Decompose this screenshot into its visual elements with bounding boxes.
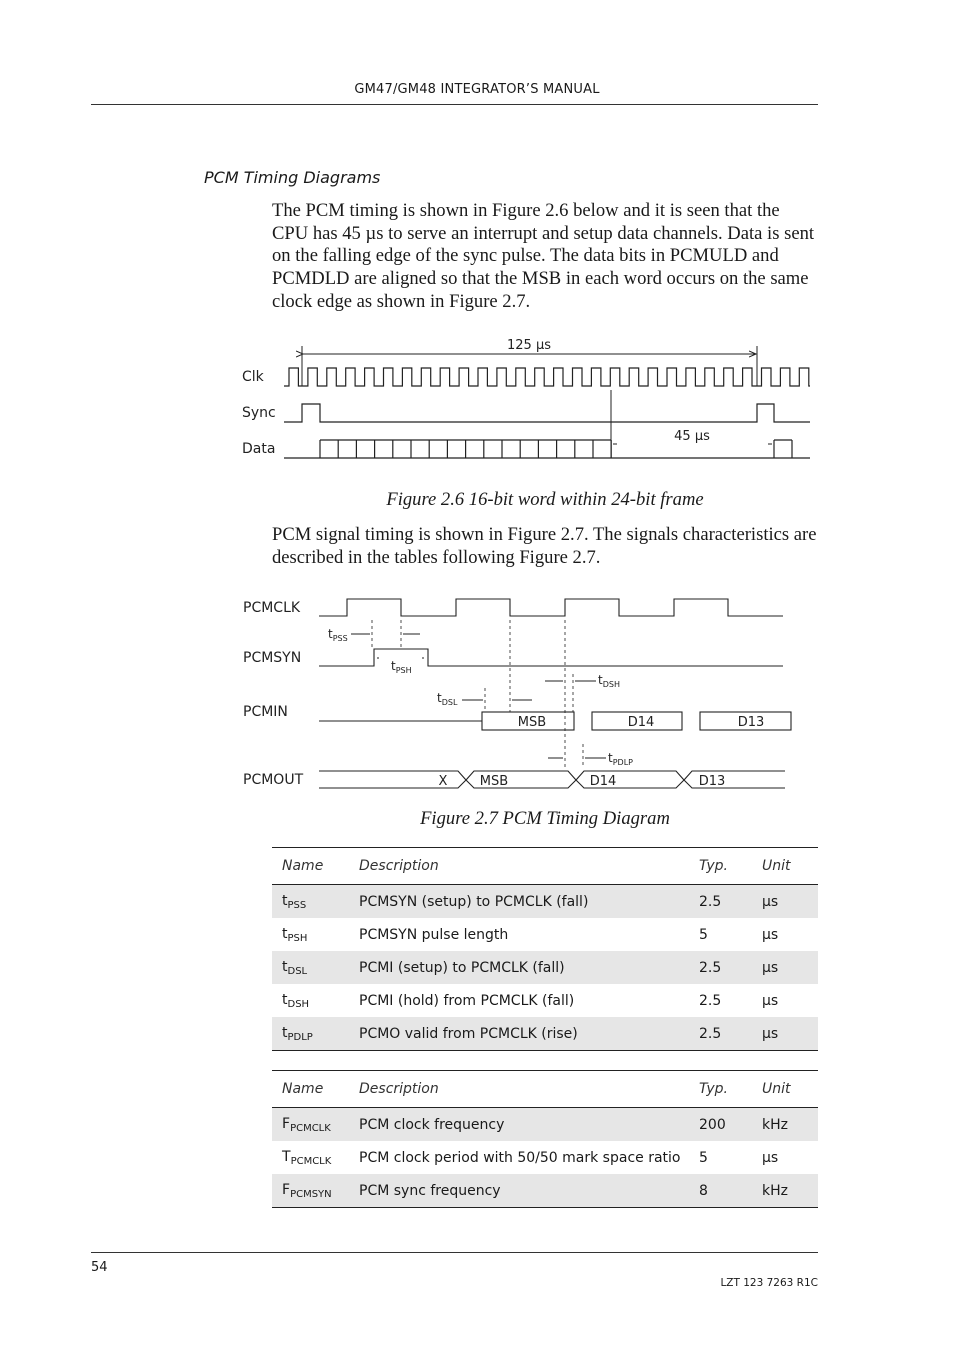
param-typ: 200 [689,1108,752,1142]
param-description: PCMO valid from PCMCLK (rise) [349,1017,689,1051]
psh-label: $t_{PSH}$ [391,659,412,675]
pcmout-d14-label: D14 [589,774,617,789]
pcmsyn-label: PCMSYN [243,650,302,666]
pcmin-d14-label: D14 [627,715,655,730]
col-header-typ: Typ. [689,1071,752,1108]
dsl-label: $t_{DSL}$ [437,691,458,707]
pss-label: $t_{PSS}$ [328,627,348,643]
param-typ: 2.5 [689,885,752,919]
clk-waveform [284,368,810,386]
param-typ: 2.5 [689,1017,752,1051]
table-header-row [272,848,818,885]
pdlp-label: $t_{PDLP}$ [608,751,633,767]
pcmin-d13-label: D13 [737,715,765,730]
pcmout-x-label: X [438,774,448,789]
param-name: $t_{DSL}$ [272,951,349,984]
table-row [272,1174,818,1208]
running-header: GM47/GM48 INTEGRATOR’S MANUAL [354,82,600,97]
param-unit: kHz [752,1174,818,1208]
col-header-unit: Unit [752,848,818,885]
sync-signal-label: Sync [242,405,276,421]
pcmout-label: PCMOUT [243,772,304,788]
param-unit: µs [752,951,818,984]
period-label: 125 µs [507,338,551,353]
param-name: $F_{PCMSYN}$ [272,1174,349,1208]
param-description: PCMI (setup) to PCMCLK (fall) [349,951,689,984]
intro-paragraph: The PCM timing is shown in Figure 2.6 below and it is seen that the CPU has 45 µs to serve an interrupt and setup data channels. Data is sent on the falling edge of the sync pulse. The data bits in PCMULD and PCMDLD are aligned so that the MSB in each word occurs on the same clock edge as shown in Figure 2.7. [272,200,815,312]
pcmclk-label: PCMCLK [243,600,301,616]
param-unit: kHz [752,1108,818,1142]
section-heading: PCM Timing Diagrams [204,168,381,187]
param-description: PCMI (hold) from PCMCLK (fall) [359,992,575,1009]
table-row [272,1108,818,1142]
pcmin-label: PCMIN [243,704,288,720]
param-unit: µs [752,885,818,919]
param-typ: 8 [689,1174,752,1208]
param-name: $F_{PCMCLK}$ [272,1108,349,1142]
table-row [272,885,818,919]
header-rule [91,104,818,105]
param-description: PCMSYN (setup) to PCMCLK (fall) [349,885,689,919]
table-row [272,918,818,951]
table-header-row [272,1071,818,1108]
data-signal-label: Data [242,441,276,457]
timing-parameters-table [272,847,818,1051]
pcmout-msb-label: MSB [479,774,509,789]
param-name: $t_{PSH}$ [282,925,308,944]
param-typ: 5 [699,1149,708,1166]
param-name: $T_{PCMCLK}$ [282,1148,332,1167]
col-header-name: Name [272,1071,349,1108]
pcmout-d13-label: D13 [698,774,726,789]
param-unit: µs [762,1149,779,1166]
figure-2-7-timing-diagram [0,590,954,800]
param-description: PCM clock period with 50/50 mark space ratio [359,1149,681,1166]
figure-2-6-timing-diagram [0,330,954,470]
col-header-description: Description [349,1071,689,1108]
document-reference: LZT 123 7263 R1C [720,1277,818,1289]
col-header-typ: Typ. [689,848,752,885]
param-unit: µs [752,1017,818,1051]
dsh-label: $t_{DSH}$ [598,673,620,689]
param-unit: µs [762,992,779,1009]
sync-waveform [284,404,810,422]
param-description: PCM sync frequency [349,1174,689,1208]
param-description: PCMSYN pulse length [359,926,509,943]
col-header-name: Name [272,848,349,885]
param-name: $t_{PDLP}$ [272,1017,349,1051]
param-unit: µs [762,926,779,943]
param-typ: 2.5 [689,951,752,984]
pcmin-msb-label: MSB [517,715,547,730]
param-name: $t_{PSS}$ [272,885,349,919]
table-row [272,984,818,1017]
col-header-description: Description [349,848,689,885]
figure-2-7-caption: Figure 2.7 PCM Timing Diagram [420,808,670,829]
footer-rule [91,1252,818,1253]
table-row [272,1141,818,1174]
col-header-unit: Unit [752,1071,818,1108]
param-typ: 5 [699,926,708,943]
figure-2-6-caption: Figure 2.6 16-bit word within 24-bit frame [386,489,704,510]
param-typ: 2.5 [699,992,722,1009]
pcmclk-waveform [319,599,783,616]
signal-paragraph: PCM signal timing is shown in Figure 2.7. The signals characteristics are described in the tables following Figure 2.7. [272,524,817,568]
table-row [272,951,818,984]
data-waveform [284,440,810,458]
pcmsyn-waveform [319,649,783,666]
clk-signal-label: Clk [242,369,264,385]
clock-parameters-table [272,1070,818,1208]
cpu-time-label: 45 µs [674,429,710,444]
param-description: PCM clock frequency [349,1108,689,1142]
param-name: $t_{DSH}$ [282,991,310,1010]
page-number: 54 [91,1260,108,1275]
table-row [272,1017,818,1051]
